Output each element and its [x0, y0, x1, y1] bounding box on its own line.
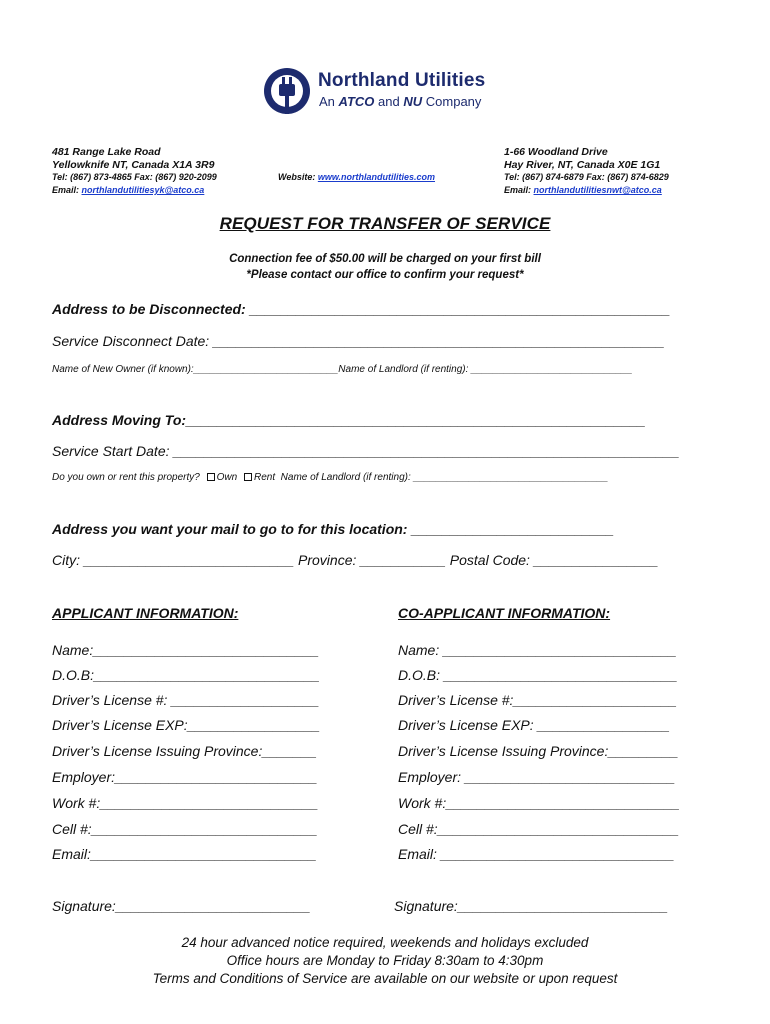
right-phone: Tel: (867) 874-6879 Fax: (867) 874-6829	[504, 172, 669, 182]
applicant-cell-field[interactable]: Cell #:_____________________________	[52, 821, 318, 837]
coapplicant-heading: CO-APPLICANT INFORMATION:	[398, 605, 611, 621]
applicant-license-exp-field[interactable]: Driver’s License EXP:_________________	[52, 717, 321, 733]
connection-fee-note: Connection fee of $50.00 will be charged on your first bill	[229, 253, 541, 265]
left-office-contact	[52, 171, 217, 197]
applicant-work-field[interactable]: Work #:____________________________	[52, 795, 319, 811]
right-office-address	[504, 146, 660, 171]
left-office-address	[52, 146, 214, 171]
applicant-email-field[interactable]: Email:_____________________________	[52, 846, 317, 862]
applicant-license-province-field[interactable]: Driver’s License Issuing Province:_______	[52, 743, 317, 759]
mailing-address-field[interactable]: Address you want your mail to go to for this location: __________________________	[52, 521, 614, 537]
subtitle-company: Company	[425, 94, 482, 109]
left-address-line1: 481 Range Lake Road	[52, 146, 161, 158]
right-email-label: Email:	[504, 185, 534, 195]
brand-subtitle	[319, 94, 481, 109]
right-office-contact	[504, 171, 669, 197]
own-rent-row	[52, 472, 608, 483]
nu-wordmark: NU	[403, 94, 423, 109]
right-address-line1: 1-66 Woodland Drive	[504, 146, 608, 158]
left-address-line2: Yellowknife NT, Canada X1A 3R9	[52, 158, 215, 171]
atco-wordmark: ATCO	[338, 94, 375, 109]
applicant-employer-field[interactable]: Employer:__________________________	[52, 769, 318, 785]
footer-notice	[0, 934, 770, 988]
footer-line-terms: Terms and Conditions of Service are available on our website or upon request	[152, 971, 618, 986]
disconnect-date-field[interactable]: Service Disconnect Date: __________________________________________________________	[52, 333, 665, 349]
city-province-postal-field[interactable]: City: ___________________________ Province: ___________ Postal Code: ________________	[52, 552, 659, 568]
form-title: REQUEST FOR TRANSFER OF SERVICE	[219, 214, 551, 233]
coapplicant-email-field[interactable]: Email: ______________________________	[398, 846, 675, 862]
rent-checkbox[interactable]	[244, 473, 252, 481]
plug-logo-icon	[262, 66, 312, 116]
applicant-signature-field[interactable]: Signature:_________________________	[52, 898, 311, 914]
left-email-label: Email:	[52, 185, 82, 195]
contact-office-note: *Please contact our office to confirm your request*	[246, 269, 524, 281]
subtitle-prefix: An	[319, 94, 335, 109]
new-owner-landlord-field[interactable]: Name of New Owner (if known):__________________________Name of Landlord (if renting): _____________________________	[52, 364, 633, 375]
company-logo	[262, 64, 517, 116]
coapplicant-license-exp-field[interactable]: Driver’s License EXP: _________________	[398, 717, 670, 733]
coapplicant-cell-field[interactable]: Cell #:_______________________________	[398, 821, 680, 837]
applicant-heading: APPLICANT INFORMATION:	[52, 605, 239, 621]
website-line	[278, 171, 435, 184]
website-label: Website:	[278, 172, 318, 182]
left-phone: Tel: (867) 873-4865 Fax: (867) 920-2099	[52, 172, 217, 182]
coapplicant-employer-field[interactable]: Employer: ___________________________	[398, 769, 676, 785]
coapplicant-name-field[interactable]: Name: ______________________________	[398, 642, 677, 658]
disconnect-address-field[interactable]: Address to be Disconnected: ______________________________________________________	[52, 301, 671, 317]
coapplicant-work-field[interactable]: Work #:______________________________	[398, 795, 680, 811]
service-start-date-field[interactable]: Service Start Date: _________________________________________________________________	[52, 443, 680, 459]
coapplicant-signature-field[interactable]: Signature:___________________________	[394, 898, 669, 914]
own-label: Own	[216, 472, 238, 483]
rent-label: Rent	[253, 472, 276, 483]
right-email-link[interactable]: northlandutilitiesnwt@atco.ca	[533, 185, 662, 195]
left-email-link[interactable]: northlandutilitiesyk@atco.ca	[81, 185, 205, 195]
moving-landlord-field[interactable]: Name of Landlord (if renting): ___________________________________	[280, 472, 609, 483]
coapplicant-license-province-field[interactable]: Driver’s License Issuing Province:_________	[398, 743, 679, 759]
footer-line-hours: Office hours are Monday to Friday 8:30am to 4:30pm	[226, 953, 544, 968]
applicant-dob-field[interactable]: D.O.B:_____________________________	[52, 667, 320, 683]
applicant-license-field[interactable]: Driver’s License #: ___________________	[52, 692, 320, 708]
own-checkbox[interactable]	[207, 473, 215, 481]
own-rent-question: Do you own or rent this property?	[52, 472, 200, 483]
right-address-line2: Hay River, NT, Canada X0E 1G1	[504, 158, 661, 171]
footer-line-notice: 24 hour advanced notice required, weekends and holidays excluded	[181, 935, 589, 950]
moving-address-field[interactable]: Address Moving To:___________________________________________________________	[52, 412, 646, 428]
coapplicant-dob-field[interactable]: D.O.B: ______________________________	[398, 667, 678, 683]
applicant-name-field[interactable]: Name:_____________________________	[52, 642, 320, 658]
coapplicant-license-field[interactable]: Driver’s License #:_____________________	[398, 692, 677, 708]
brand-name: Northland Utilities	[318, 70, 486, 91]
website-link[interactable]: www.northlandutilities.com	[317, 172, 436, 182]
subtitle-and: and	[378, 94, 400, 109]
